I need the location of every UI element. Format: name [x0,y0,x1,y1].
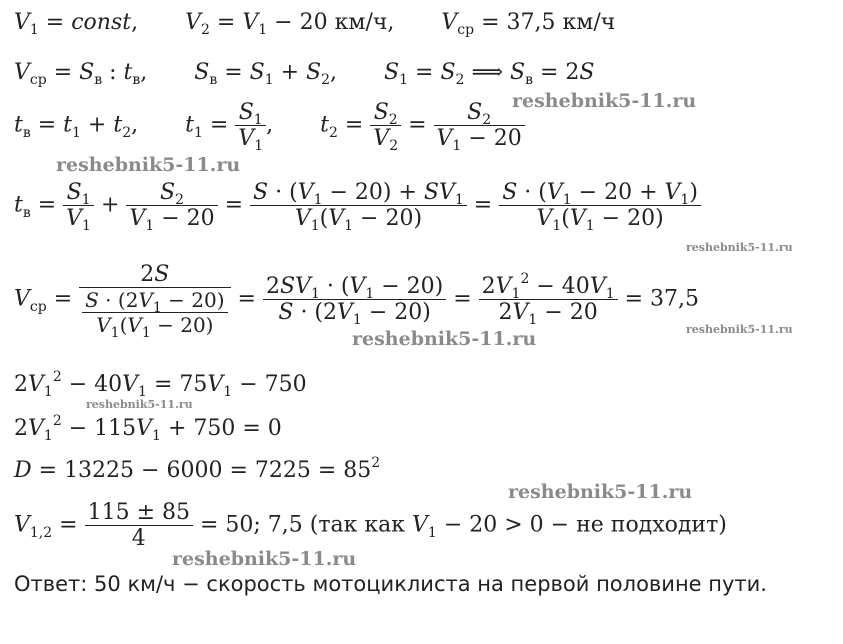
watermark: reshebnik5-11.ru [352,328,537,350]
roots-line: $V_{1,2}$ = $\frac{115 \pm 85}{4}$ = 50; 7,5 (так как $V_1 - 20 > 0$ − не подходит) [14,500,727,551]
discriminant-line: $D = 13225 - 6000 = 7225 = 85^2$ [14,455,381,483]
watermark: reshebnik5-11.ru [512,90,697,112]
watermark: reshebnik5-11.ru [56,154,241,176]
avg-speed-equation: $V_{ср}$ = $\frac{2S}{\frac{S \cdot (2V_1 - 20)}{V_1(V_1 - 20)}}$ = $\frac{2SV_1 \cdot (V_1 - 20)}{S \cdot (2V_1 - 20)}$ = $\frac{2V_1^2 - 40V_1}{2V_1 - 20}$ = 37,5 [14,262,700,341]
time-definitions: $t_в = t_1 + t_2$, $t_1$ = $\frac{S_1}{V_1}$ , $t_2$ = $\frac{S_2}{V_2}$ = $\frac{S_2}{V_1 - 20}$ [14,100,525,151]
answer-text: Ответ: 50 км/ч − скорость мотоциклиста на первой половине пути. [14,572,767,596]
watermark: reshebnik5-11.ru [686,241,793,254]
watermark: reshebnik5-11.ru [172,548,357,570]
total-time-expression: $t_в$ = $\frac{S_1}{V_1}$ + $\frac{S_2}{V_1 - 20}$ = $\frac{S \cdot (V_1 - 20) + SV_1}{V_1(V_1 - 20)}$ = $\frac{S \cdot (V_1 - 20 + V_1)}{V_1(V_1 - 20)}$ [14,180,701,231]
watermark: reshebnik5-11.ru [86,398,193,411]
quadratic-equation-2: $2V_1^2 - 115V_1 + 750 = 0$ [14,413,282,444]
given-line: $V_1$ = const, $V_2 = V_1 - 20$ км/ч, $V_{ср} = 37,5$ км/ч [14,10,616,38]
avg-speed-definition: $V_{ср} = S_в$ : $t_в$, $S_в = S_1 + S_2$, $S_1 = S_2$ ⟹ $S_в = 2S$ [14,60,595,88]
quadratic-equation-1: $2V_1^2 - 40V_1 = 75V_1 - 750$ [14,369,307,400]
watermark: reshebnik5-11.ru [508,481,693,503]
watermark: reshebnik5-11.ru [686,323,793,336]
